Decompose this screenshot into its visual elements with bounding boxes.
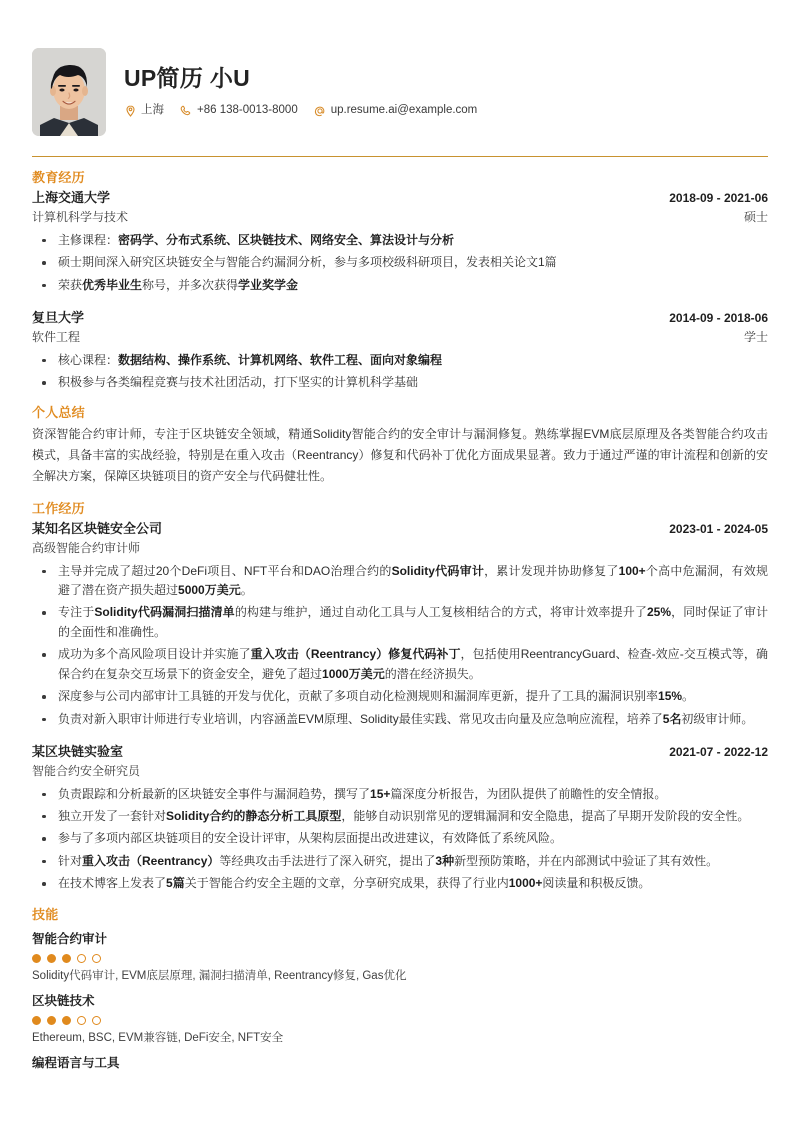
education-entry <box>32 188 768 295</box>
contact-row <box>124 104 768 118</box>
education-school: 复旦大学 <box>32 310 85 326</box>
section-skills <box>24 907 776 1073</box>
rating-dot-filled <box>62 1016 71 1025</box>
rating-dot-filled <box>32 954 41 963</box>
education-bullets <box>32 351 768 393</box>
section-title-summary: 个人总结 <box>32 405 85 421</box>
rating-dot-empty <box>77 954 86 963</box>
skill-block <box>32 1054 768 1073</box>
list-item: 在技术博客上发表了5篇关于智能合约安全主题的文章，分享研究成果，获得了行业内1000+阅读量和积极反馈。 <box>32 874 768 893</box>
work-entry <box>32 519 768 729</box>
summary-text: 资深智能合约审计师，专注于区块链安全领域，精通Solidity智能合约的安全审计与漏洞修复。熟练掌握EVM底层原理及各类智能合约攻击模式，具备丰富的实战经验，特别是在重入攻击（Reentrancy）修复和代码补丁优化方面成果显著。致力于通过严谨的审计流程和创新的安全解决方案，保障区块链项目的资产安全与代码健壮性。 <box>32 426 768 484</box>
skill-name: 区块链技术 <box>32 993 95 1008</box>
list-item: 负责对新入职审计师进行专业培训，内容涵盖EVM原理、Solidity最佳实践、常见攻击向量及应急响应流程，培养了5名初级审计师。 <box>32 710 768 729</box>
list-item: 专注于Solidity代码漏洞扫描清单的构建与维护，通过自动化工具与人工复核相结合的方式，将审计效率提升了25%，同时保证了审计的全面性和准确性。 <box>32 603 768 642</box>
work-role: 高级智能合约审计师 <box>32 540 141 555</box>
education-degree: 学士 <box>743 329 768 344</box>
skill-rating <box>32 1016 768 1025</box>
rating-dot-filled <box>32 1016 41 1025</box>
section-education <box>24 170 776 392</box>
list-item: 荣获优秀毕业生称号，并多次获得学业奖学金 <box>32 276 768 295</box>
work-date: 2023-01 - 2024-05 <box>669 522 768 537</box>
work-company: 某知名区块链安全公司 <box>32 521 163 537</box>
education-major: 计算机科学与技术 <box>32 209 129 224</box>
work-entry <box>32 742 768 894</box>
list-item: 核心课程：数据结构、操作系统、计算机网络、软件工程、面向对象编程 <box>32 351 768 370</box>
rating-dot-empty <box>92 1016 101 1025</box>
contact-phone-text: +86 138-0013-8000 <box>197 103 298 116</box>
contact-email-text: up.resume.ai@example.com <box>330 103 478 116</box>
list-item: 独立开发了一套针对Solidity合约的静态分析工具原型，能够自动识别常见的逻辑漏洞和安全隐患，提高了早期开发阶段的安全性。 <box>32 807 768 826</box>
work-company: 某区块链实验室 <box>32 744 124 760</box>
phone-icon <box>180 105 192 117</box>
rating-dot-empty <box>77 1016 86 1025</box>
skill-tags: Solidity代码审计, EVM底层原理, 漏洞扫描清单, Reentrancy修复, Gas优化 <box>32 969 407 982</box>
list-item: 针对重入攻击（Reentrancy）等经典攻击手法进行了深入研究，提出了3种新型预防策略，并在内部测试中验证了其有效性。 <box>32 852 768 871</box>
skill-tags: Ethereum, BSC, EVM兼容链, DeFi安全, NFT安全 <box>32 1031 284 1044</box>
rating-dot-filled <box>47 1016 56 1025</box>
section-title-work: 工作经历 <box>32 500 85 516</box>
education-entry <box>32 308 768 392</box>
education-date: 2018-09 - 2021-06 <box>669 191 768 206</box>
section-title-skills: 技能 <box>32 906 59 922</box>
list-item: 积极参与各类编程竞赛与技术社团活动，打下坚实的计算机科学基础 <box>32 373 768 392</box>
contact-email <box>314 104 478 118</box>
skill-block <box>32 930 768 985</box>
skill-rating <box>32 954 768 963</box>
list-item: 主导并完成了超过20个DeFi项目、NFT平台和DAO治理合约的Solidity代码审计，累计发现并协助修复了100+个高中危漏洞，有效规避了潜在资产损失超过5000万美元。 <box>32 562 768 601</box>
education-school: 上海交通大学 <box>32 190 111 206</box>
work-date: 2021-07 - 2022-12 <box>669 745 768 760</box>
list-item: 主修课程：密码学、分布式系统、区块链技术、网络安全、算法设计与分析 <box>32 231 768 250</box>
education-degree: 硕士 <box>743 209 768 224</box>
section-summary <box>24 405 776 487</box>
education-major: 软件工程 <box>32 329 81 344</box>
header-divider <box>32 156 768 157</box>
work-role: 智能合约安全研究员 <box>32 763 141 778</box>
rating-dot-filled <box>47 954 56 963</box>
skill-name: 智能合约审计 <box>32 931 108 946</box>
list-item: 深度参与公司内部审计工具链的开发与优化，贡献了多项自动化检测规则和漏洞库更新，提升了工具的漏洞识别率15%。 <box>32 687 768 706</box>
contact-location <box>124 104 164 118</box>
email-at-icon <box>314 105 326 117</box>
resume-header <box>24 48 776 136</box>
work-bullets <box>32 562 768 730</box>
list-item: 成功为多个高风险项目设计并实施了重入攻击（Reentrancy）修复代码补丁，包括使用ReentrancyGuard、检查-效应-交互模式等，确保合约在复杂交互场景下的资金安全，避免了超过1000万美元的潜在经济损失。 <box>32 645 768 684</box>
contact-phone <box>180 104 298 118</box>
section-title-education: 教育经历 <box>32 170 85 185</box>
section-work <box>24 501 776 894</box>
person-name: UP简历 小U <box>124 65 251 92</box>
skill-block <box>32 992 768 1047</box>
list-item: 硕士期间深入研究区块链安全与智能合约漏洞分析，参与多项校级科研项目，发表相关论文1篇 <box>32 253 768 272</box>
education-date: 2014-09 - 2018-06 <box>669 311 768 326</box>
location-pin-icon <box>124 105 136 117</box>
work-bullets <box>32 785 768 894</box>
rating-dot-empty <box>92 954 101 963</box>
education-bullets <box>32 231 768 295</box>
list-item: 负责跟踪和分析最新的区块链安全事件与漏洞趋势，撰写了15+篇深度分析报告，为团队提供了前瞻性的安全情报。 <box>32 785 768 804</box>
avatar <box>32 48 106 136</box>
identity-block <box>124 66 768 117</box>
list-item: 参与了多项内部区块链项目的安全设计评审，从架构层面提出改进建议，有效降低了系统风险。 <box>32 829 768 848</box>
skill-name: 编程语言与工具 <box>32 1055 120 1070</box>
rating-dot-filled <box>62 954 71 963</box>
contact-location-text: 上海 <box>141 103 164 116</box>
